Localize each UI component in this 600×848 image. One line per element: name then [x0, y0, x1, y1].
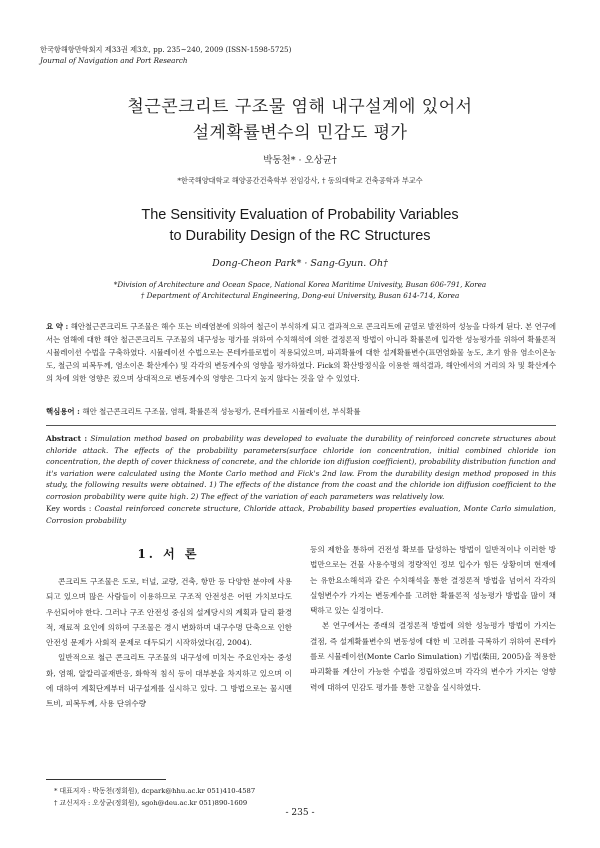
- column-left: [46, 574, 292, 712]
- affiliation-en-line2: † Department of Architectural Engineering, Dong-eui University, Busan 614-714, Korea: [140, 291, 460, 300]
- journal-header: [40, 44, 291, 66]
- paragraph: 본 연구에서는 종래의 결정론적 방법에 의한 성능평가 방법이 가지는 결점, 즉 설계확률변수의 변동성에 대한 비 고려를 극복하기 위하여 몬테카를로 시뮬레이션(Monte Carlo Simulation) 기법(柴田, 2005)을 적용한 파괴확률 계산이 가능한 수법을 정립하였으며 각각의 변수가 가지는 영향력에 대하여 민감도 평가를 통한 고찰을 실시하였다.: [310, 621, 556, 692]
- abstract-ko-label: 요 약 :: [46, 322, 71, 331]
- keywords-ko-label: 핵심용어 :: [46, 407, 83, 416]
- keywords-ko: [46, 405, 556, 418]
- abstract-ko-text: 해안철근콘크리트 구조물은 해수 또는 비래염분에 의하여 철근이 부식하게 되고 결과적으로 콘크리트에 균열로 발전하여 성능을 다하게 된다. 본 연구에서는 염해에 대한 해안 철근콘크리트 구조물의 내구성능 평가를 위하여 수치해석에 의한 결정론적 방법이 아니라 확률론에 입각한 성능평가를 위하여 확률론적 시뮬레이션 수법을 구축하였다. 시뮬레이션 수법으로는 몬테카를로법이 적용되었으며, 파괴확률에 대한 설계확률변수(표면염화물 농도, 초기 함유 염소이온농도, 철근의 피복두께, 염소이온 확산계수) 및 각각의 변동계수의 영향을 평가하였다. Fick의 확산방정식을 이용한 해석결과, 해안에서의 거리의 차 및 확산계수의 차에 의한 영향은 컸으며 상대적으로 변동계수의 영향은 그다지 높지 않다는 것을 알 수 있었다.: [46, 322, 556, 383]
- paragraph: 등의 제한을 통하여 건전성 확보를 달성하는 방법이 일반적이나 이러한 방법만으로는 건물 사용수명의 정량적인 정보 입수가 힘든 상황이며 현재에는 유한요소해석과 같은 수치해석을 통한 결정론적 방법을 넘어서 각각의 실험변수가 가지는 변동계수를 고려한 확률론적 성능평가 방법을 많이 채택하고 있는 실정이다.: [310, 545, 556, 616]
- affiliation-en-line1: *Division of Architecture and Ocean Space, National Korea Maritime Univesity, Busan 606-791, Korea: [113, 280, 487, 289]
- paragraph: 일반적으로 철근 콘크리트 구조물의 내구성에 미치는 주요인자는 중성화, 염해, 알칼리골재반응, 화학적 침식 등이 대부분을 차지하고 있으며 이에 대하여 계획단계부터 내구설계를 실시하고 있다. 그 방법으로는 물시멘트비, 피복두께, 사용 단위수량: [46, 653, 292, 709]
- footnote-1: * 대표저자 : 박동천(정회원), dcpark@hhu.ac.kr 051)410-4587: [54, 787, 256, 795]
- section-title: 1. 서 론: [137, 547, 200, 561]
- journal-name-en: Journal of Navigation and Port Research: [40, 56, 188, 65]
- affiliation-ko: *한국해양대학교 해양공간건축학부 전임강사, † 동의대학교 건축공학과 부교수: [177, 176, 423, 185]
- paragraph: 콘크리트 구조물은 도로, 터널, 교량, 건축, 항만 등 다양한 분야에 사용되고 있으며 많은 사람들이 이용하므로 구조적 안전성은 어떤 가치보다도 우선되어야 한다. 그러나 구조 안전성 중심의 설계당시의 계획과 달리 환경적, 재료적 요인에 의하여 구조물은 경시 변화하며 내구수명 단축으로 인한 안전성 문제가 사회적 문제로 대두되기 시작하였다(김, 2004).: [46, 577, 292, 648]
- authors-en: Dong-Cheon Park* · Sang-Gyun. Oh†: [212, 258, 388, 269]
- footnote-2: † 교신저자 : 오상균(정회원), sgoh@deu.ac.kr 051)890-1609: [54, 799, 248, 807]
- keywords-en-text: Coastal reinforced concrete structure, Chloride attack, Probability based properties evaluation, Monte Carlo simulation, Corrosion probability: [46, 504, 556, 525]
- title-en-line2: to Durability Design of the RC Structures: [169, 228, 431, 244]
- abstract-ko: [46, 320, 556, 385]
- column-right: [310, 542, 556, 695]
- footnote-rule: [46, 779, 166, 780]
- abstract-en-label: Abstract :: [46, 434, 91, 443]
- keywords-en: [46, 503, 556, 526]
- title-ko-line2: 설계확률변수의 민감도 평가: [192, 123, 408, 143]
- abstract-en: [46, 433, 556, 502]
- divider: [46, 425, 556, 426]
- title-ko-line1: 철근콘크리트 구조물 염해 내구설계에 있어서: [127, 97, 473, 117]
- keywords-ko-text: 해안 철근콘크리트 구조물, 염해, 확률론적 성능평가, 몬테카를로 시뮬레이션, 부식확률: [82, 407, 361, 416]
- title-en-line1: The Sensitivity Evaluation of Probability Variables: [141, 207, 459, 223]
- journal-citation-ko: 한국항해항만학회지 제33권 제3호, pp. 235~240, 2009 (ISSN-1598-5725): [40, 45, 292, 54]
- abstract-en-text: Simulation method based on probability was developed to evaluate the durability of reinforced concrete structures about chloride attack. The effects of the probability parameters(surface chloride ion concentration, initial combined chloride ion concentration, the depth of cover thickness of concrete, and the chloride ion diffusion coefficient), probability distribution function and it's variation were calculated using the Monte Carlo method and Fick's 2nd law. From the durability design method proposed in this study, the following results were obtained. 1) The effects of the distance from the coast and the chloride ion diffusion coefficient to the corrosion probability were quite high. 2) The effect of the variation of each parameters was relatively low.: [46, 434, 556, 501]
- page-number: - 235 -: [285, 808, 315, 818]
- keywords-en-label: Key words :: [46, 504, 95, 513]
- authors-ko: 박동천* · 오상균†: [263, 155, 337, 166]
